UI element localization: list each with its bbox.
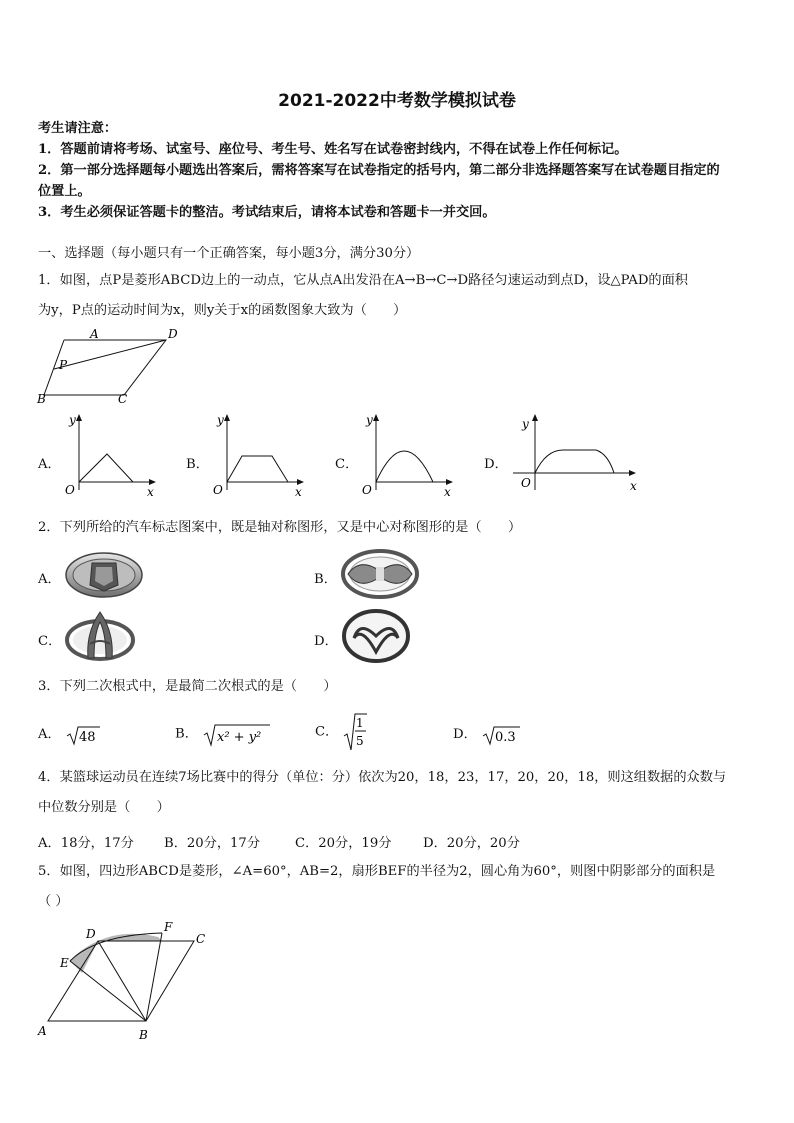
q1-label-b: B: [37, 392, 46, 406]
q5-rhombus-sector-figure: [34, 915, 224, 1045]
q3-sqrt-b: [202, 721, 272, 747]
notice-item-3: 3．考生必须保证答题卡的整洁。考试结束后，请将本试卷和答题卡一并交回。: [38, 205, 496, 220]
q2-option-a-label: A．: [38, 572, 61, 587]
q4-text-line1: 4．某篮球运动员在连续7场比赛中的得分（单位：分）依次为20，18，23，17，20，20，18，则这组数据的众数与: [38, 770, 727, 785]
q3-option-c: [315, 712, 368, 752]
q2-option-c-label: C．: [38, 634, 62, 649]
q1-b-x-label: x: [295, 485, 302, 499]
q1-a-y-label: y: [69, 413, 76, 427]
q1-option-c-label: C．: [335, 457, 359, 472]
q3-option-c-label: C．: [315, 724, 339, 740]
q1-label-p: P: [59, 358, 68, 372]
q3-option-a: [38, 723, 101, 746]
section-heading: 一、选择题（每小题只有一个正确答案，每小题3分，满分30分）: [38, 246, 420, 261]
q3-sqrt-c: [342, 712, 368, 752]
q1-option-a-label: A．: [38, 457, 61, 472]
q1-option-b-label: B．: [186, 457, 209, 472]
q3-option-b-label: B．: [175, 726, 198, 742]
q3-radicand-c-num: 1: [356, 716, 365, 730]
q3-radicand-a: 48: [78, 729, 96, 745]
q5-label-c: C: [196, 932, 206, 946]
q3-radicand-d: 0.3: [494, 729, 516, 745]
q1-label-c: C: [118, 392, 128, 406]
q1-c-origin-label: O: [362, 483, 372, 497]
q1-d-origin-label: O: [521, 476, 531, 490]
notice-item-1: 1．答题前请将考场、试室号、座位号、考生号、姓名写在试卷密封线内，不得在试卷上作任何标记。: [38, 142, 628, 157]
q3-option-a-label: A．: [38, 727, 61, 742]
q1-graph-d: [508, 410, 643, 495]
q4-option-b: B．20分，17分: [164, 836, 261, 851]
q1-a-x-label: x: [147, 485, 154, 499]
notice-item-2: 2．第一部分选择题每小题选出答案后，需将答案写在试卷指定的括号内，第二部分非选择题答案写在试卷题目指定的: [38, 163, 720, 178]
q2-text: 2．下列所给的汽车标志图案中，既是轴对称图形，又是中心对称图形的是（ ）: [38, 520, 522, 535]
q2-logo-c: [64, 610, 136, 662]
q4-option-c: C．20分，19分: [295, 836, 392, 851]
q1-a-origin-label: O: [65, 483, 75, 497]
q5-text-line1: 5．如图，四边形ABCD是菱形，∠A=60°，AB=2，扇形BEF的半径为2，圆心角为60°，则图中阴影部分的面积是: [38, 864, 716, 879]
q1-c-x-label: x: [444, 485, 451, 499]
notice-item-2-cont: 位置上。: [38, 184, 91, 199]
q1-graph-b: [208, 410, 308, 500]
q5-label-d: D: [86, 927, 96, 941]
q1-option-d-label: D．: [484, 457, 508, 472]
q2-logo-b: [340, 549, 420, 599]
q1-label-d: D: [168, 327, 178, 341]
q3-radicand-b: x² + y²: [217, 730, 262, 745]
q5-label-f: F: [164, 920, 173, 934]
q5-text-line2: （ ）: [38, 894, 69, 909]
q2-option-b-label: B．: [314, 572, 337, 587]
q1-text-line2: 为y，P点的运动时间为x，则y关于x的函数图象大致为（ ）: [38, 303, 407, 318]
q1-b-y-label: y: [217, 413, 224, 427]
page-title: 2021-2022中考数学模拟试卷: [278, 91, 516, 111]
q3-option-d: [453, 723, 521, 746]
q1-graph-c: [357, 410, 457, 500]
q3-text: 3．下列二次根式中，是最简二次根式的是（ ）: [38, 679, 337, 694]
q4-option-d: D．20分，20分: [423, 836, 520, 851]
q1-d-x-label: x: [630, 479, 637, 493]
notice-heading: 考生请注意：: [38, 121, 118, 136]
q4-text-line2: 中位数分别是（ ）: [38, 800, 170, 815]
q5-label-b: B: [139, 1028, 148, 1042]
q3-sqrt-d: [481, 724, 521, 746]
q3-radicand-c-den: 5: [356, 734, 365, 748]
q1-graph-a: [60, 410, 160, 500]
q2-logo-d: [340, 608, 412, 664]
q3-option-d-label: D．: [453, 727, 477, 742]
q1-c-y-label: y: [366, 413, 373, 427]
q2-logo-a: [64, 551, 144, 599]
q5-label-e: E: [60, 956, 69, 970]
q1-rhombus-figure: [34, 325, 184, 407]
q3-option-b: [175, 721, 272, 747]
q5-label-a: A: [38, 1024, 47, 1038]
q4-option-a: A．18分，17分: [38, 836, 134, 851]
q3-sqrt-a: [65, 724, 101, 746]
q2-option-d-label: D．: [314, 634, 338, 649]
q1-b-origin-label: O: [213, 483, 223, 497]
q1-d-y-label: y: [522, 417, 529, 431]
q1-label-a: A: [90, 327, 99, 341]
q1-text-line1: 1．如图，点P是菱形ABCD边上的一动点，它从点A出发沿在A→B→C→D路径匀速运动到点D，设△PAD的面积: [38, 273, 688, 288]
